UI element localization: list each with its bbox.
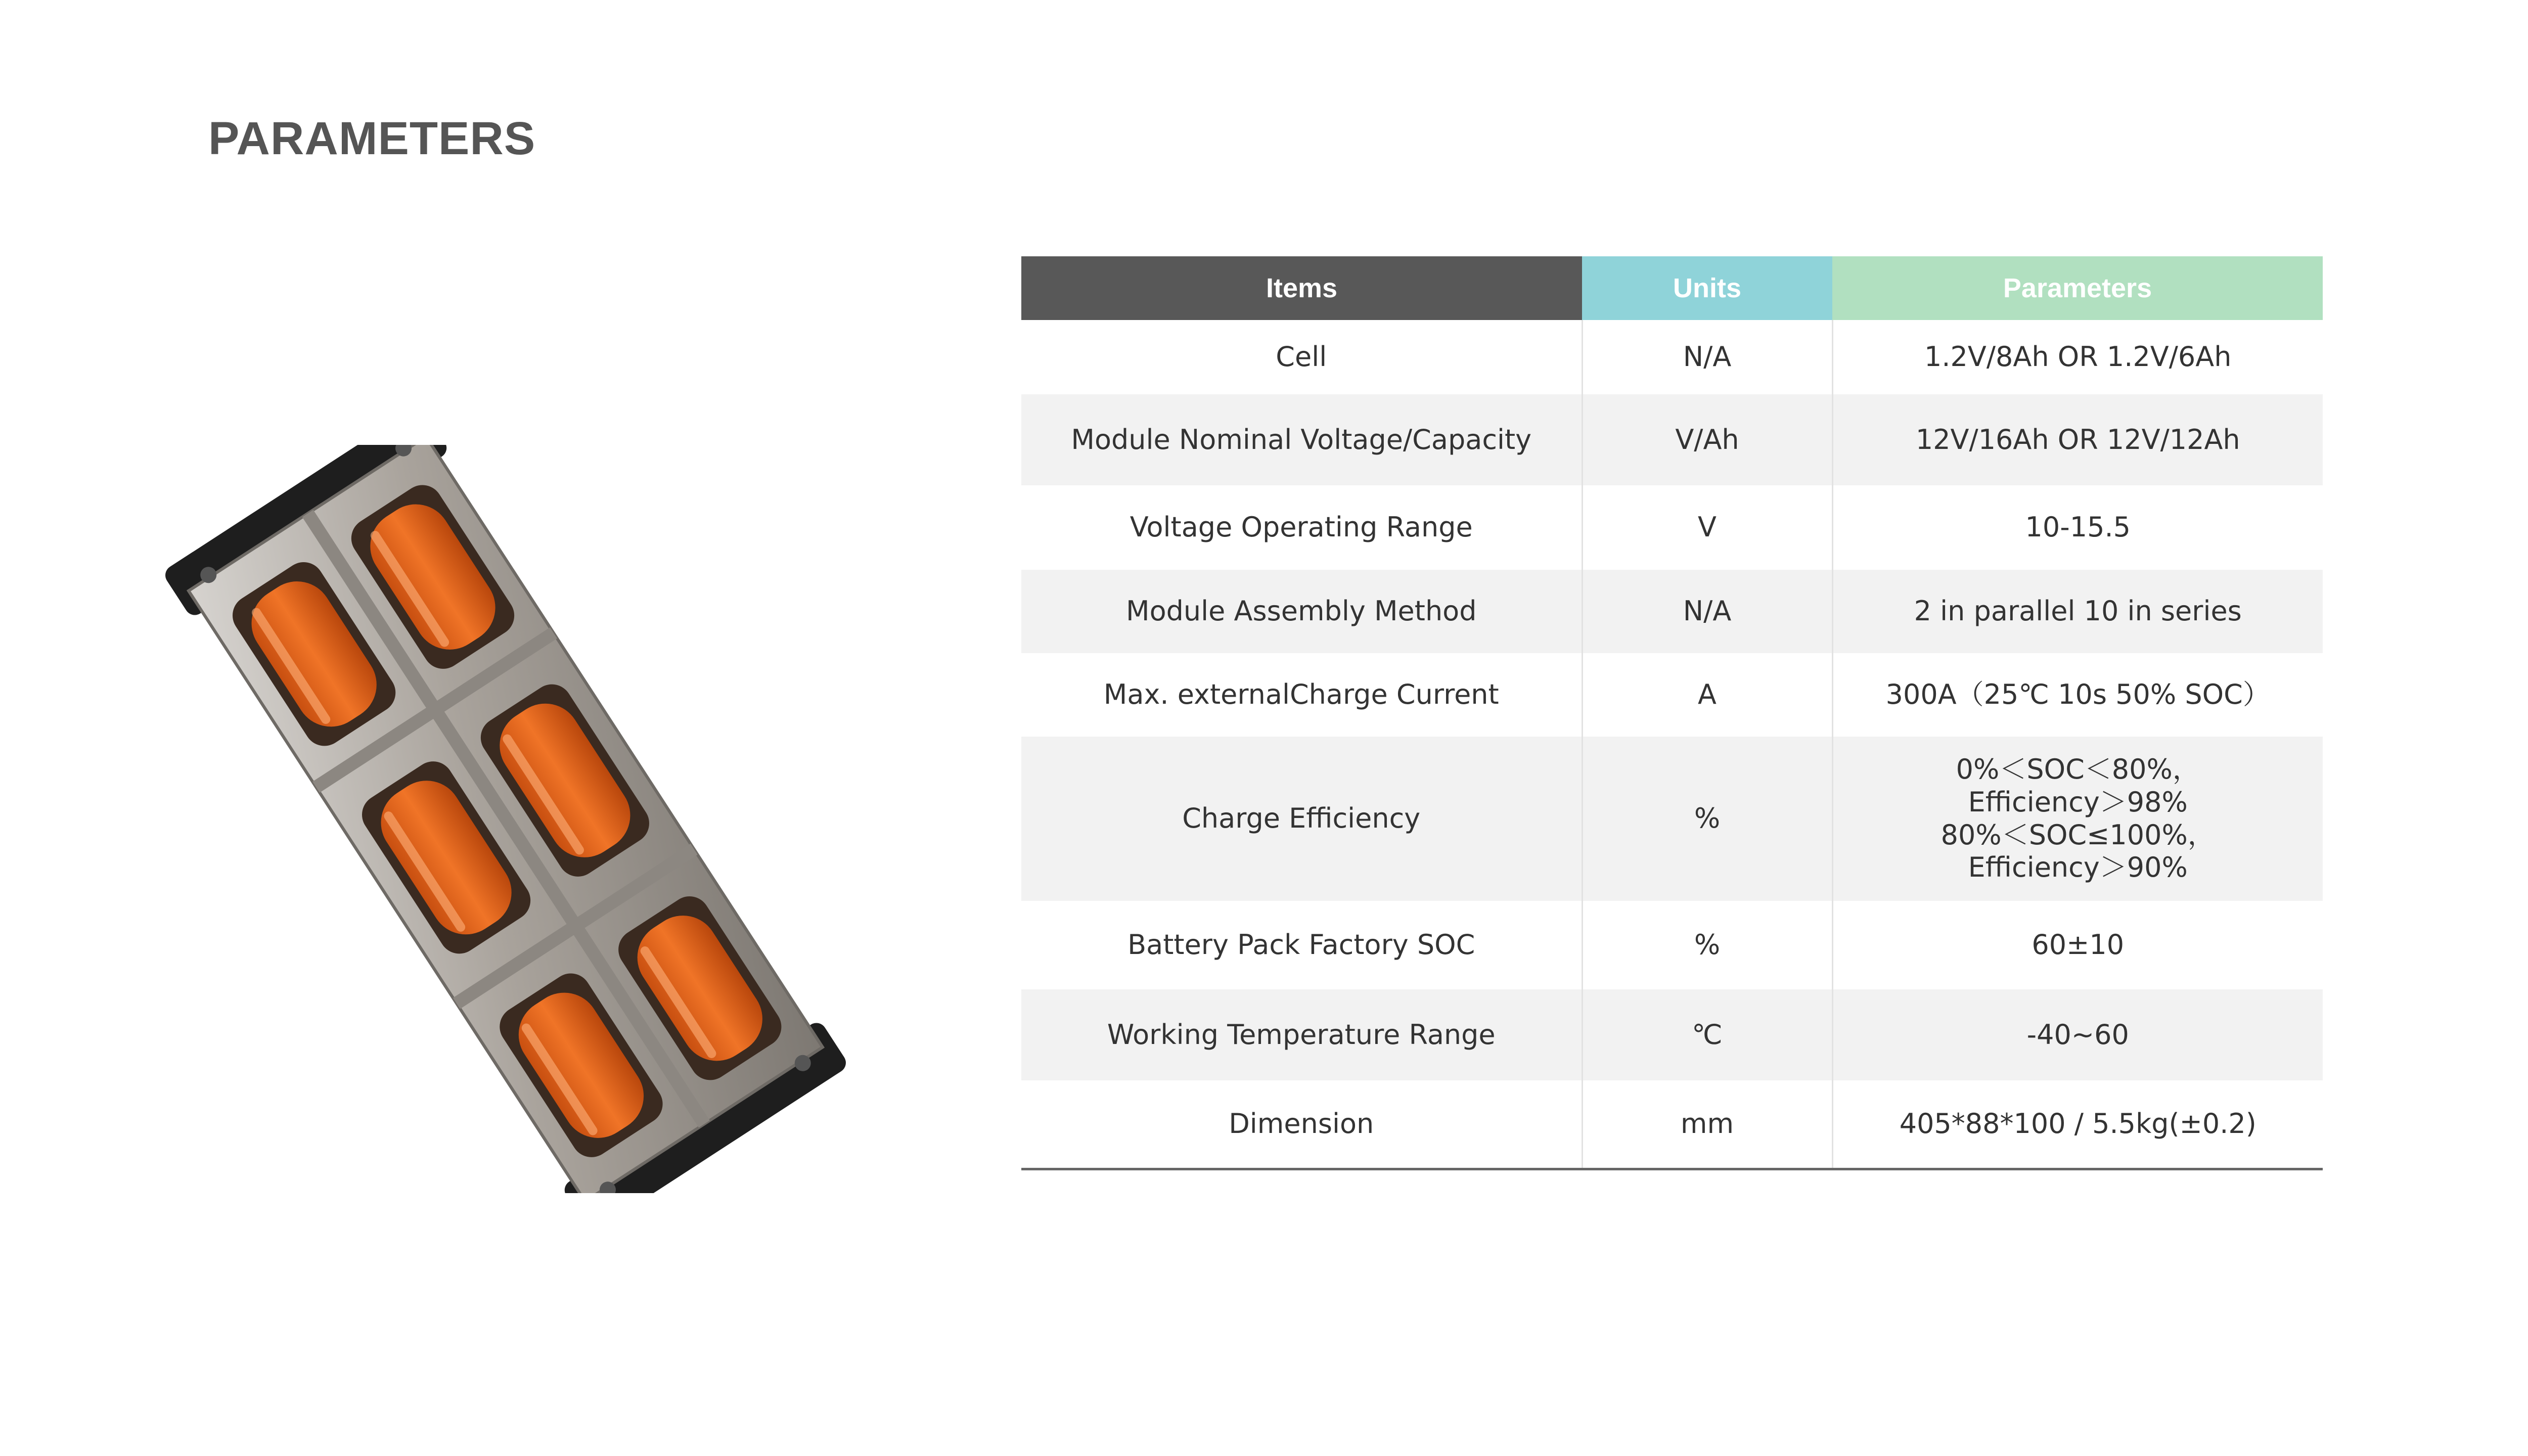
page-title: PARAMETERS [208,113,536,164]
table-row [1021,320,2323,394]
unit-cell: N/A [1582,320,1832,394]
item-cell: Max. externalCharge Current [1103,678,1499,711]
header-items: Items [1021,256,1582,320]
unit-cell: % [1582,901,1832,989]
item-cell: Module Nominal Voltage/Capacity [1071,423,1532,456]
parameter-cell: 405*88*100 / 5.5kg(±0.2) [1832,1080,2323,1169]
item-cell: Voltage Operating Range [1130,511,1473,543]
item-cell: Module Assembly Method [1126,595,1477,627]
parameter-cell: 2 in parallel 10 in series [1832,570,2323,653]
item-cell: Charge Efficiency [1182,802,1421,835]
table-row [1021,989,2323,1080]
parameter-cell: 1.2V/8Ah OR 1.2V/6Ah [1832,320,2323,394]
item-cell: Dimension [1021,1080,1582,1169]
unit-cell: N/A [1582,570,1832,653]
header-units: Units [1582,256,1832,320]
item-cell: Working Temperature Range [1107,1018,1496,1051]
parameter-cell: 60±10 [1832,901,2323,989]
header-parameters: Parameters [1832,256,2323,320]
item-cell: Battery Pack Factory SOC [1127,929,1475,961]
unit-cell: % [1582,737,1832,901]
parameter-cell: 12V/16Ah OR 12V/12Ah [1832,394,2323,485]
table-row [1021,485,2323,570]
unit-cell: mm [1582,1080,1832,1169]
parameter-cell: 300A（25℃ 10s 50% SOC） [1832,653,2323,737]
table-row [1021,570,2323,653]
parameter-cell: -40~60 [1832,989,2323,1080]
table-row [1021,653,2323,737]
battery-module-image [152,445,860,1193]
table-header-row [1021,256,2323,320]
table-row [1021,737,2323,901]
parameter-cell: 10-15.5 [1832,485,2323,570]
table-row [1021,394,2323,485]
parameter-cell: 0%＜SOC＜80%， Efficiency＞98% 80%＜SOC≤100%， Efficiency＞90% [1832,737,2323,901]
unit-cell: ℃ [1582,989,1832,1080]
parameters-table [1021,256,2323,1170]
unit-cell: V/Ah [1582,394,1832,485]
item-cell: Cell [1276,341,1327,373]
table-row [1021,901,2323,989]
table-row [1021,1080,2323,1169]
unit-cell: A [1582,653,1832,737]
unit-cell: V [1582,485,1832,570]
